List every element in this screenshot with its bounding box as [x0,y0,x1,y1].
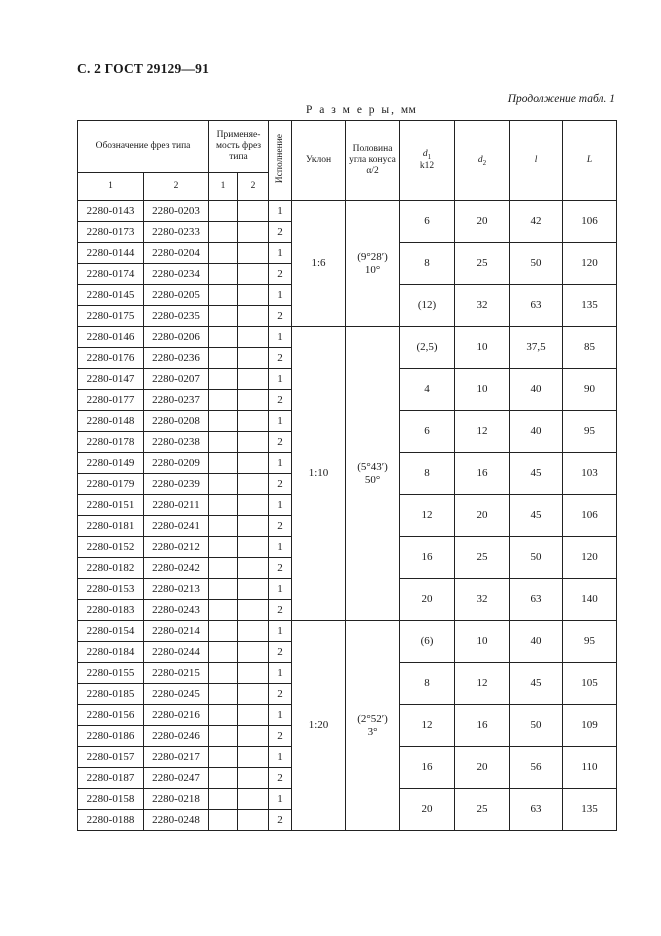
applicability-type2 [238,222,269,243]
designation-type2: 2280-0242 [144,558,209,579]
applicability-type1 [209,516,238,537]
applicability-type2 [238,810,269,831]
designation-type1: 2280-0157 [78,747,144,768]
L-cell: 110 [563,747,617,789]
applicability-type2 [238,432,269,453]
L-cell: 85 [563,327,617,369]
applicability-type1 [209,558,238,579]
designation-type1: 2280-0178 [78,432,144,453]
l-cell: 63 [510,285,563,327]
designation-type1: 2280-0144 [78,243,144,264]
l-cell: 50 [510,537,563,579]
execution-cell: 1 [269,789,292,810]
d1-cell: 20 [400,789,455,831]
d1-cell: (2,5) [400,327,455,369]
designation-type2: 2280-0216 [144,705,209,726]
designation-type1: 2280-0188 [78,810,144,831]
d2-cell: 16 [455,705,510,747]
execution-cell: 1 [269,537,292,558]
designation-type1: 2280-0155 [78,663,144,684]
designation-type2: 2280-0213 [144,579,209,600]
applicability-type2 [238,537,269,558]
half-angle-cell [346,621,400,831]
designation-type2: 2280-0235 [144,306,209,327]
applicability-type2 [238,768,269,789]
d2-cell: 20 [455,495,510,537]
d1-cell: 20 [400,579,455,621]
execution-cell: 2 [269,516,292,537]
header-execution-text: Исполнение [274,133,285,184]
l-cell: 37,5 [510,327,563,369]
execution-cell: 2 [269,348,292,369]
d1-cell: 8 [400,243,455,285]
applicability-type2 [238,726,269,747]
applicability-type1 [209,705,238,726]
designation-type1: 2280-0151 [78,495,144,516]
designation-type2: 2280-0246 [144,726,209,747]
applicability-type2 [238,285,269,306]
execution-cell: 2 [269,390,292,411]
l-cell: 40 [510,369,563,411]
applicability-type1 [209,537,238,558]
l-cell: 45 [510,495,563,537]
d2-cell: 20 [455,747,510,789]
applicability-type1 [209,306,238,327]
designation-type1: 2280-0174 [78,264,144,285]
d1-cell: 16 [400,747,455,789]
execution-cell: 1 [269,411,292,432]
execution-cell: 1 [269,201,292,222]
applicability-type1 [209,684,238,705]
half-angle-cell [346,327,400,621]
applicability-type1 [209,789,238,810]
designation-type1: 2280-0154 [78,621,144,642]
L-cell: 95 [563,621,617,663]
designation-type2: 2280-0236 [144,348,209,369]
designation-type2: 2280-0209 [144,453,209,474]
applicability-type2 [238,411,269,432]
applicability-type2 [238,621,269,642]
header-d1-tol: k12 [419,161,435,171]
d1-cell: (6) [400,621,455,663]
designation-type2: 2280-0237 [144,390,209,411]
d1-cell: 12 [400,495,455,537]
l-cell: 45 [510,663,563,705]
table-row [78,201,617,222]
designation-type2: 2280-0214 [144,621,209,642]
l-cell: 56 [510,747,563,789]
applicability-type2 [238,201,269,222]
half-angle-value: (5°43′) [357,460,388,473]
header-applicability-sub-2: 2 [238,173,269,201]
designation-type1: 2280-0187 [78,768,144,789]
l-cell: 42 [510,201,563,243]
d2-cell: 25 [455,243,510,285]
designation-type1: 2280-0183 [78,600,144,621]
half-angle-value-2: 3° [367,725,378,738]
d2-cell: 32 [455,579,510,621]
designation-type2: 2280-0241 [144,516,209,537]
designation-type2: 2280-0238 [144,432,209,453]
applicability-type2 [238,558,269,579]
half-angle-value-2: 10° [364,263,381,276]
applicability-type2 [238,243,269,264]
header-designation-sub-1: 1 [78,173,144,201]
designation-type1: 2280-0156 [78,705,144,726]
applicability-type1 [209,432,238,453]
execution-cell: 2 [269,432,292,453]
execution-cell: 2 [269,264,292,285]
L-cell: 120 [563,537,617,579]
applicability-type2 [238,579,269,600]
L-cell: 106 [563,495,617,537]
execution-cell: 2 [269,222,292,243]
applicability-type1 [209,390,238,411]
designation-type1: 2280-0143 [78,201,144,222]
header-designation-sub-2: 2 [144,173,209,201]
designation-type1: 2280-0153 [78,579,144,600]
applicability-type2 [238,327,269,348]
header-slope: Уклон [292,121,346,201]
designation-type1: 2280-0177 [78,390,144,411]
header-d2 [455,121,510,201]
applicability-type2 [238,453,269,474]
applicability-type2 [238,306,269,327]
applicability-type1 [209,768,238,789]
header-applicability: Применяе-мость фрез типа [209,121,269,173]
execution-cell: 1 [269,621,292,642]
continuation-label: Продолжение табл. 1 [507,93,615,105]
header-L: L [563,121,617,201]
designation-type2: 2280-0248 [144,810,209,831]
designation-type2: 2280-0217 [144,747,209,768]
half-angle-cell [346,201,400,327]
designation-type1: 2280-0186 [78,726,144,747]
applicability-type2 [238,600,269,621]
designation-type1: 2280-0181 [78,516,144,537]
designation-type2: 2280-0233 [144,222,209,243]
applicability-type2 [238,264,269,285]
execution-cell: 1 [269,579,292,600]
dimensions-table [77,120,617,831]
d1-cell: 4 [400,369,455,411]
d1-cell: 6 [400,411,455,453]
d2-cell: 25 [455,537,510,579]
half-angle-value-2: 50° [364,473,381,486]
applicability-type1 [209,327,238,348]
designation-type1: 2280-0145 [78,285,144,306]
l-cell: 63 [510,579,563,621]
applicability-type2 [238,747,269,768]
L-cell: 95 [563,411,617,453]
designation-type1: 2280-0184 [78,642,144,663]
execution-cell: 2 [269,810,292,831]
applicability-type1 [209,621,238,642]
execution-cell: 2 [269,600,292,621]
execution-cell: 1 [269,495,292,516]
designation-type2: 2280-0203 [144,201,209,222]
d2-cell: 10 [455,327,510,369]
header-execution [269,121,292,201]
execution-cell: 1 [269,705,292,726]
execution-cell: 1 [269,747,292,768]
designation-type1: 2280-0152 [78,537,144,558]
slope-cell: 1:20 [292,621,346,831]
table-row [78,327,617,348]
execution-cell: 2 [269,306,292,327]
designation-type1: 2280-0175 [78,306,144,327]
header-d2-sub: 2 [482,158,487,167]
table-body [78,201,617,831]
applicability-type1 [209,642,238,663]
d2-cell: 25 [455,789,510,831]
header-d2-symbol: d [477,154,483,165]
d1-cell: 16 [400,537,455,579]
header-half-angle: Половина угла конуса α/2 [346,121,400,201]
designation-type2: 2280-0247 [144,768,209,789]
applicability-type1 [209,726,238,747]
execution-cell: 1 [269,285,292,306]
slope-cell: 1:6 [292,201,346,327]
execution-cell: 1 [269,243,292,264]
dimensions-unit: мм [400,104,417,116]
header-d1-symbol: d [422,149,428,160]
applicability-type2 [238,390,269,411]
applicability-type2 [238,789,269,810]
l-cell: 50 [510,705,563,747]
designation-type1: 2280-0182 [78,558,144,579]
applicability-type2 [238,495,269,516]
d2-cell: 20 [455,201,510,243]
header-applicability-sub-1: 1 [209,173,238,201]
header-d1-sub: 1 [427,152,432,161]
header-designation: Обозначение фрез типа [78,121,209,173]
applicability-type1 [209,810,238,831]
d2-cell: 10 [455,621,510,663]
l-cell: 50 [510,243,563,285]
designation-type2: 2280-0207 [144,369,209,390]
designation-type2: 2280-0234 [144,264,209,285]
designation-type1: 2280-0158 [78,789,144,810]
applicability-type2 [238,369,269,390]
applicability-type1 [209,600,238,621]
applicability-type2 [238,348,269,369]
L-cell: 135 [563,789,617,831]
execution-cell: 1 [269,663,292,684]
execution-cell: 2 [269,726,292,747]
designation-type2: 2280-0245 [144,684,209,705]
header-d1 [400,121,455,201]
applicability-type1 [209,285,238,306]
designation-type1: 2280-0148 [78,411,144,432]
header-l: l [510,121,563,201]
execution-cell: 1 [269,327,292,348]
L-cell: 135 [563,285,617,327]
designation-type2: 2280-0215 [144,663,209,684]
applicability-type1 [209,201,238,222]
designation-type1: 2280-0185 [78,684,144,705]
applicability-type1 [209,663,238,684]
applicability-type1 [209,495,238,516]
page-header: С. 2 ГОСТ 29129—91 [77,61,210,76]
designation-type2: 2280-0218 [144,789,209,810]
designation-type2: 2280-0212 [144,537,209,558]
L-cell: 120 [563,243,617,285]
applicability-type1 [209,222,238,243]
d1-cell: 8 [400,453,455,495]
execution-cell: 2 [269,558,292,579]
L-cell: 106 [563,201,617,243]
d1-cell: 6 [400,201,455,243]
designation-type1: 2280-0147 [78,369,144,390]
d1-cell: 12 [400,705,455,747]
execution-cell: 2 [269,768,292,789]
applicability-type2 [238,663,269,684]
designation-type2: 2280-0239 [144,474,209,495]
applicability-type1 [209,579,238,600]
applicability-type2 [238,684,269,705]
applicability-type2 [238,705,269,726]
L-cell: 90 [563,369,617,411]
d2-cell: 10 [455,369,510,411]
designation-type1: 2280-0149 [78,453,144,474]
dimensions-caption [306,104,416,116]
designation-type1: 2280-0176 [78,348,144,369]
d2-cell: 32 [455,285,510,327]
applicability-type1 [209,369,238,390]
designation-type2: 2280-0206 [144,327,209,348]
applicability-type1 [209,747,238,768]
header-row-top [78,121,617,173]
d1-cell: 8 [400,663,455,705]
slope-cell: 1:10 [292,327,346,621]
execution-cell: 1 [269,369,292,390]
d2-cell: 16 [455,453,510,495]
applicability-type1 [209,474,238,495]
applicability-type2 [238,516,269,537]
execution-cell: 1 [269,453,292,474]
l-cell: 45 [510,453,563,495]
applicability-type1 [209,264,238,285]
half-angle-value: (9°28′) [357,250,388,263]
L-cell: 105 [563,663,617,705]
designation-type1: 2280-0179 [78,474,144,495]
execution-cell: 2 [269,642,292,663]
L-cell: 109 [563,705,617,747]
designation-type2: 2280-0244 [144,642,209,663]
d1-cell: (12) [400,285,455,327]
dimensions-caption-text: Р а з м е р ы, [306,104,397,116]
designation-type1: 2280-0146 [78,327,144,348]
L-cell: 140 [563,579,617,621]
designation-type2: 2280-0208 [144,411,209,432]
designation-type2: 2280-0211 [144,495,209,516]
table-row [78,621,617,642]
execution-cell: 2 [269,684,292,705]
designation-type2: 2280-0204 [144,243,209,264]
d2-cell: 12 [455,411,510,453]
l-cell: 40 [510,621,563,663]
l-cell: 40 [510,411,563,453]
applicability-type1 [209,411,238,432]
applicability-type2 [238,474,269,495]
applicability-type1 [209,348,238,369]
applicability-type1 [209,453,238,474]
applicability-type2 [238,642,269,663]
designation-type1: 2280-0173 [78,222,144,243]
half-angle-value: (2°52′) [357,712,388,725]
L-cell: 103 [563,453,617,495]
applicability-type1 [209,243,238,264]
designation-type2: 2280-0205 [144,285,209,306]
l-cell: 63 [510,789,563,831]
d2-cell: 12 [455,663,510,705]
execution-cell: 2 [269,474,292,495]
designation-type2: 2280-0243 [144,600,209,621]
